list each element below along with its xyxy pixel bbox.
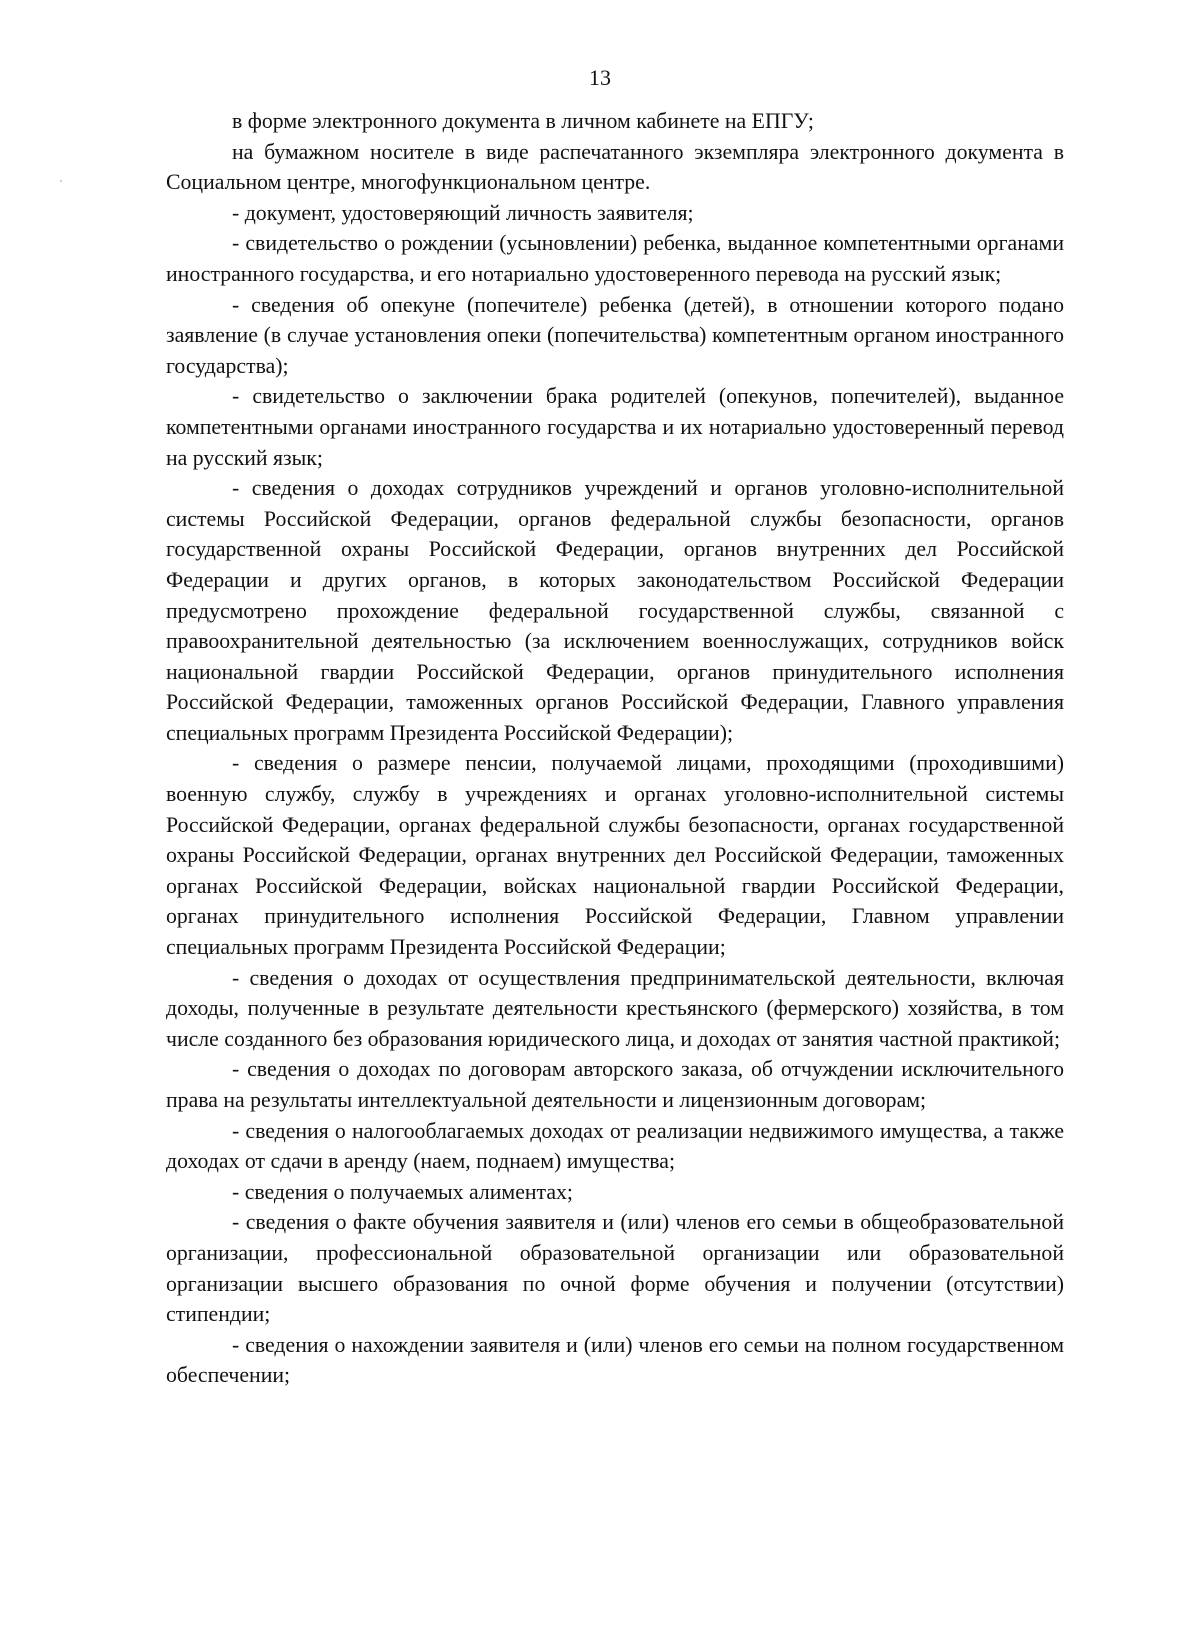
paragraph-guardian-info: - сведения об опекуне (попечителе) ребенка (детей), в отношении которого подано заявление (в случае установления опеки (попечительства) компетентным органом иностранного государства); [166, 292, 1064, 378]
paragraph-pension-info: - сведения о размере пенсии, получаемой лицами, проходящими (проходившими) военную службу, службу в учреждениях и органах уголовно-исполнительной системы Российской Федерации, органах федеральной службы безопасности, органах государственной охраны Российской Федерации, органах внутренних дел Российской Федерации, таможенных органах Российской Федерации, войсках национальной гвардии Российской Федерации, органах принудительного исполнения Российской Федерации, Главном управлении специальных программ Президента Российской Федерации; [166, 751, 1064, 960]
page-number: 13 [589, 65, 611, 90]
paragraph-state-support: - сведения о нахождении заявителя и (или) членов его семьи на полном государственном обеспечении; [166, 1332, 1064, 1388]
paragraph-marriage-certificate: - свидетельство о заключении брака родителей (опекунов, попечителей), выданное компетентными органами иностранного государства и их нотариально удостоверенный перевод на русский язык; [166, 384, 1064, 470]
paragraph-identity-document: - документ, удостоверяющий личность заявителя; [232, 200, 694, 225]
paragraph-epgu-form: в форме электронного документа в личном кабинете на ЕПГУ; [232, 109, 814, 133]
document-body [166, 106, 1064, 1391]
paragraph-paper-form: на бумажном носителе в виде распечатанного экземпляра электронного документа в Социальном центре, многофункциональном центре. [166, 139, 1064, 195]
paragraph-education-info: - сведения о факте обучения заявителя и (или) членов его семьи в общеобразовательной организации, профессиональной образовательной организации или образовательной организации высшего образования по очной форме обучения и получении (отсутствии) стипендии; [166, 1210, 1064, 1327]
paragraph-property-income: - сведения о налогооблагаемых доходах от реализации недвижимого имущества, а также доходах от сдачи в аренду (наем, поднаем) имущества; [166, 1118, 1064, 1174]
paragraph-author-contracts: - сведения о доходах по договорам авторского заказа, об отчуждении исключительного права на результаты интеллектуальной деятельности и лицензионным договорам; [166, 1057, 1064, 1112]
paragraph-alimony: - сведения о получаемых алиментах; [232, 1179, 573, 1204]
scan-speck [60, 180, 62, 182]
paragraph-birth-certificate: - свидетельство о рождении (усыновлении) ребенка, выданное компетентными органами иностранного государства, и его нотариально удостоверенного перевода на русский язык; [166, 231, 1064, 286]
paragraph-employee-income: - сведения о доходах сотрудников учреждений и органов уголовно-исполнительной системы Российской Федерации, органов федеральной службы безопасности, органов государственной охраны Российской Федерации, органов внутренних дел Российской Федерации и других органов, в которых законодательством Российской Федерации предусмотрено прохождение федеральной государственной службы, связанной с правоохранительной деятельностью (за исключением военнослужащих, сотрудников войск национальной гвардии Российской Федерации, органов принудительного исполнения Российской Федерации, таможенных органов Российской Федерации, Главного управления специальных программ Президента Российской Федерации); [166, 476, 1064, 745]
paragraph-business-income: - сведения о доходах от осуществления предпринимательской деятельности, включая доходы, полученные в результате деятельности крестьянского (фермерского) хозяйства, в том числе созданного без образования юридического лица, и доходах от занятия частной практикой; [166, 965, 1064, 1051]
